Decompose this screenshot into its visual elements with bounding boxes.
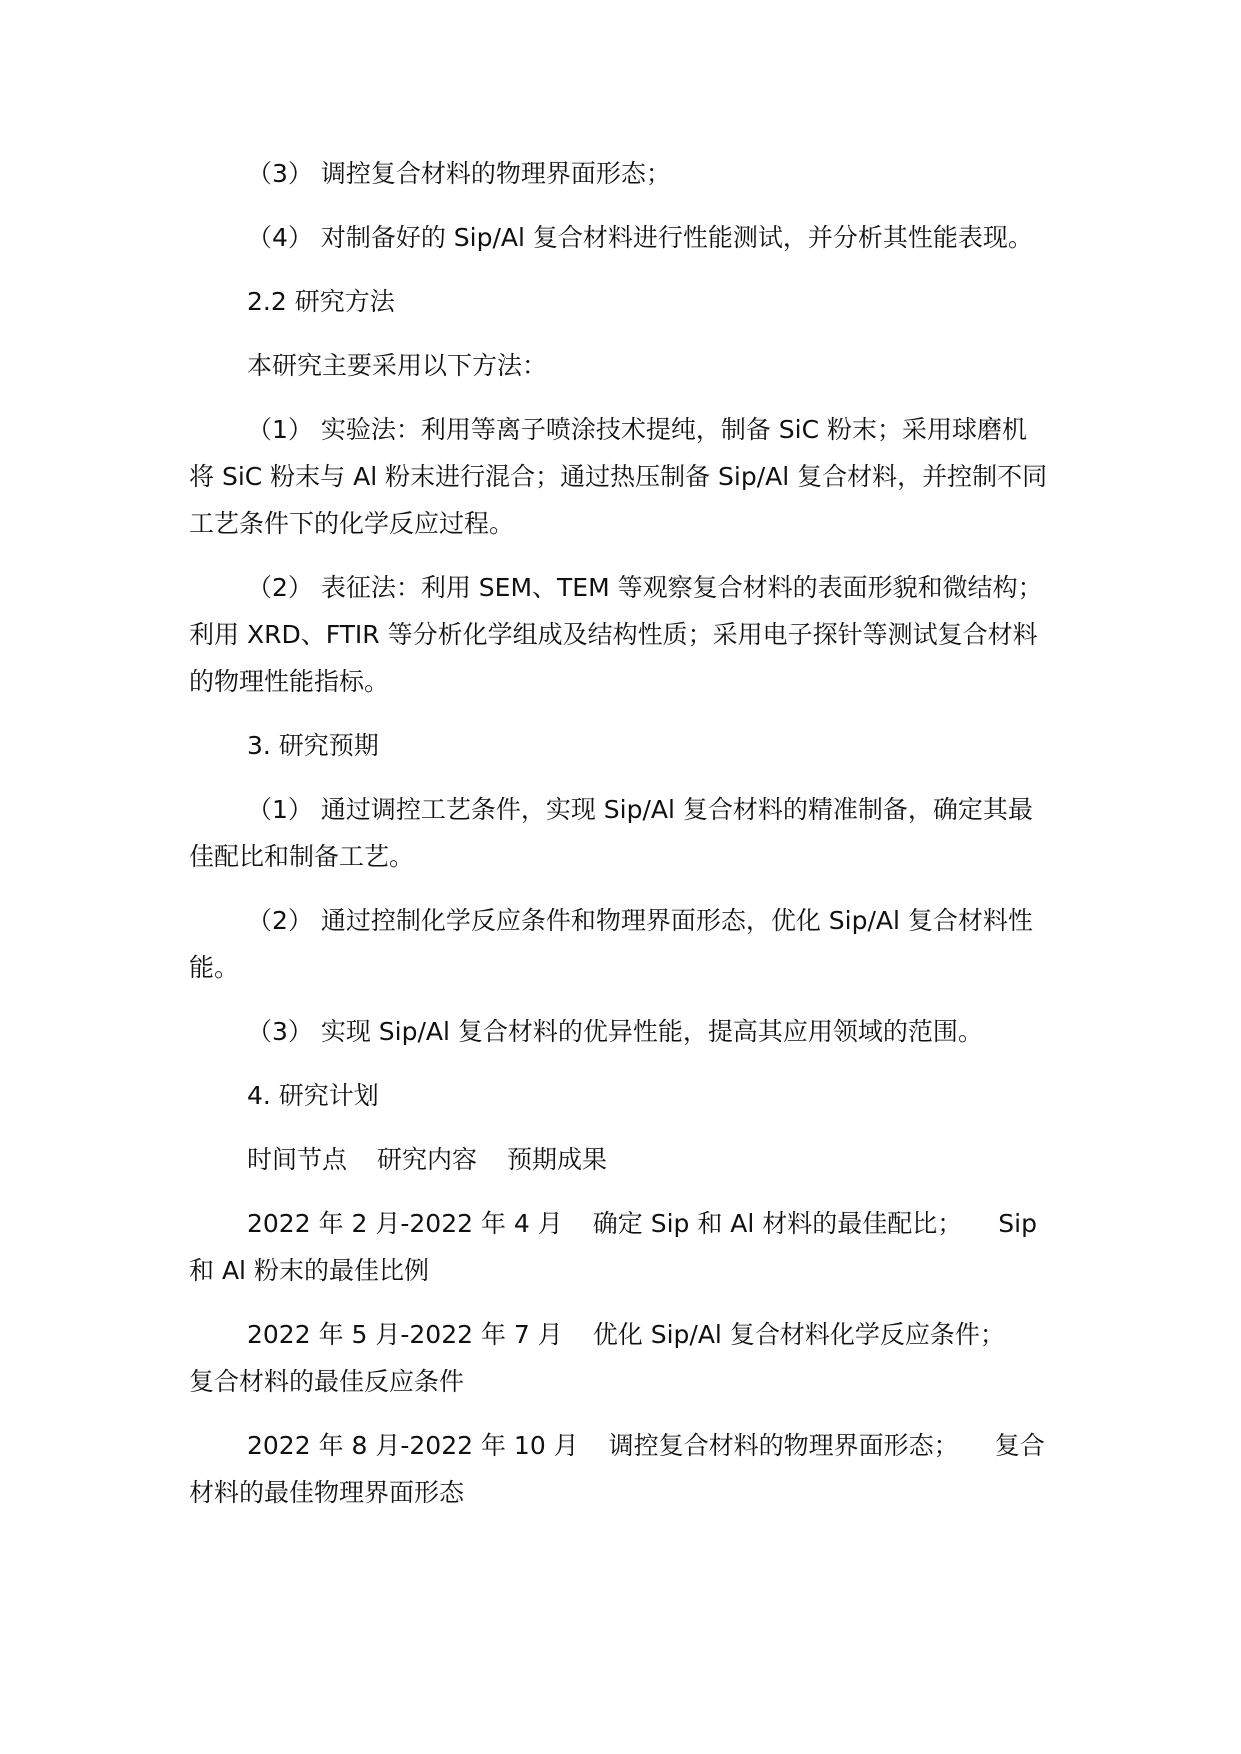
plan-content: 确定 Sip 和 Al 材料的最佳配比； [592,1209,963,1238]
paragraph-expectation-2: （2） 通过控制化学反应条件和物理界面形态，优化 Sip/Al 复合材料性能。 [189,906,1033,982]
plan-period: 2022 年 5 月-2022 年 7 月 [247,1320,563,1349]
section-heading-expected-results: 3. 研究预期 [247,731,379,760]
paragraph-method-characterization: （2） 表征法：利用 SEM、TEM 等观察复合材料的表面形貌和微结构；利用 XRD、FTIR 等分析化学组成及结构性质；采用电子探针等测试复合材料的物理性能指标。 [189,573,1043,696]
paragraph-method-experiment: （1） 实验法：利用等离子喷涂技术提纯，制备 SiC 粉末；采用球磨机将 SiC 粉末与 Al 粉末进行混合；通过热压制备 Sip/Al 复合材料，并控制不同工艺条件下的化学反应过程。 [189,415,1048,538]
paragraph-expectation-3: （3） 实现 Sip/Al 复合材料的优异性能，提高其应用领域的范围。 [247,1017,983,1046]
plan-outcome: 复合材料的最佳反应条件 [189,1367,465,1396]
column-header-content: 研究内容 [377,1145,478,1174]
section-heading-research-methods: 2.2 研究方法 [247,287,395,316]
plan-row [189,1311,1049,1405]
plan-column-headers [189,1136,1049,1183]
plan-outcome: Sip 和 Al 粉末的最佳比例 [189,1209,1045,1285]
section-heading-research-plan: 4. 研究计划 [247,1081,379,1110]
plan-period: 2022 年 2 月-2022 年 4 月 [247,1209,563,1238]
paragraph-objective-3: （3） 调控复合材料的物理界面形态； [247,159,671,188]
column-header-outcome: 预期成果 [507,1145,608,1174]
plan-period: 2022 年 8 月-2022 年 10 月 [247,1431,579,1460]
plan-content: 优化 Sip/Al 复合材料化学反应条件； [592,1320,1005,1349]
paragraph-objective-4: （4） 对制备好的 Sip/Al 复合材料进行性能测试，并分析其性能表现。 [247,223,1033,252]
paragraph-expectation-1: （1） 通过调控工艺条件，实现 Sip/Al 复合材料的精准制备，确定其最佳配比和制备工艺。 [189,795,1033,871]
plan-row [189,1422,1049,1516]
plan-row [189,1200,1049,1294]
column-header-period: 时间节点 [247,1145,348,1174]
document-body [189,150,1049,1533]
paragraph-methods-intro: 本研究主要采用以下方法： [247,351,548,380]
plan-content: 调控复合材料的物理界面形态； [608,1431,959,1460]
plan-outcome: 复合材料的最佳物理界面形态 [189,1431,1045,1507]
